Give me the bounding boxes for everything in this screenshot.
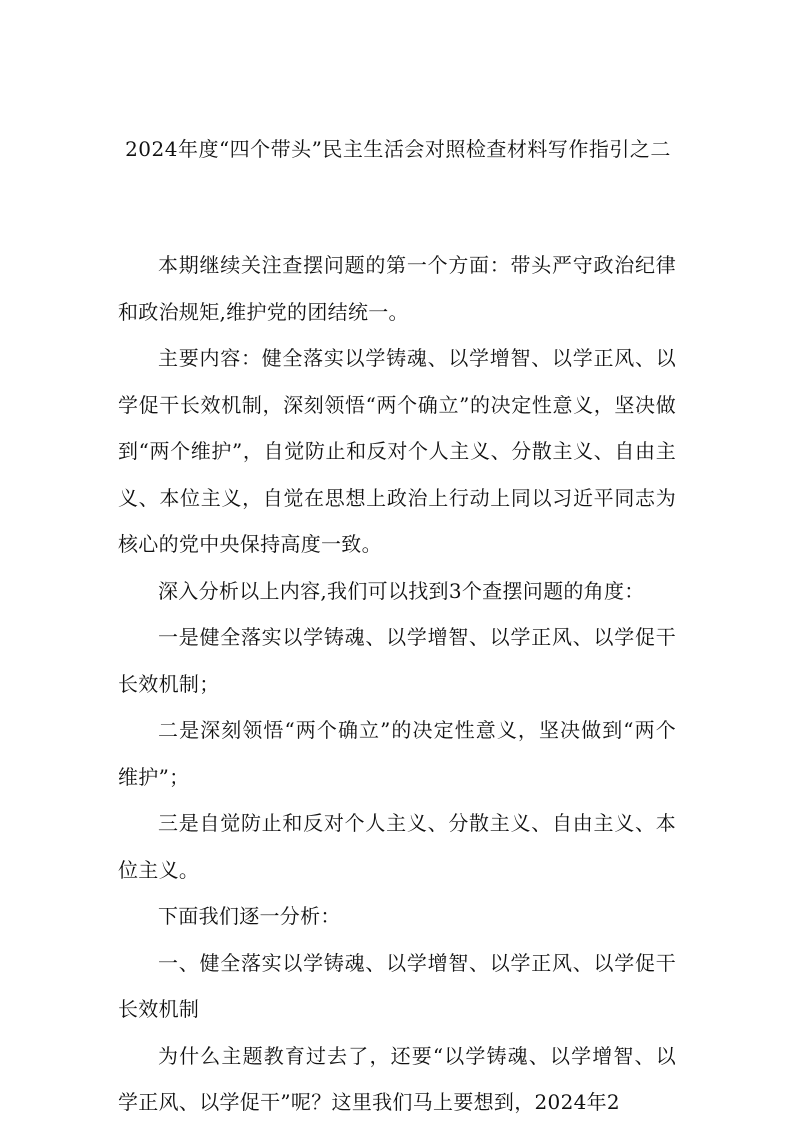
paragraph-angle-one: 一是健全落实以学铸魂、以学增智、以学正风、以学促干长效机制； (118, 625, 676, 696)
paragraph-main-content: 主要内容：健全落实以学铸魂、以学增智、以学正风、以学促干长效机制，深刻领悟“两个确立”的决定性意义，坚决做到“两个维护”，自觉防止和反对个人主义、分散主义、自由主义、本位主义，自觉在思想上政治上行动上同以习近平同志为核心的党中央保持高度一致。 (118, 346, 676, 556)
document-title: 2024年度“四个带头”民主生活会对照检查材料写作指引之二 (125, 137, 671, 161)
paragraph-analysis: 深入分析以上内容,我们可以找到3个查摆问题的角度： (158, 578, 645, 603)
document-body (118, 242, 676, 1126)
section-heading-one: 一、健全落实以学铸魂、以学增智、以学正风、以学促干长效机制 (118, 950, 676, 1021)
paragraph-angle-three: 三是自觉防止和反对个人主义、分散主义、自由主义、本位主义。 (118, 811, 676, 882)
paragraph-angle-two: 二是深刻领悟“两个确立”的决定性意义，坚决做到“两个维护”； (118, 718, 676, 789)
paragraph-transition: 下面我们逐一分析： (158, 904, 341, 928)
paragraph-intro: 本期继续关注查摆问题的第一个方面：带头严守政治纪律和政治规矩,维护党的团结统一。 (118, 253, 676, 324)
paragraph-section-one-body: 为什么主题教育过去了，还要“以学铸魂、以学增智、以学正风、以学促干”呢？这里我们马上要想到，2024年2 (118, 1043, 676, 1114)
